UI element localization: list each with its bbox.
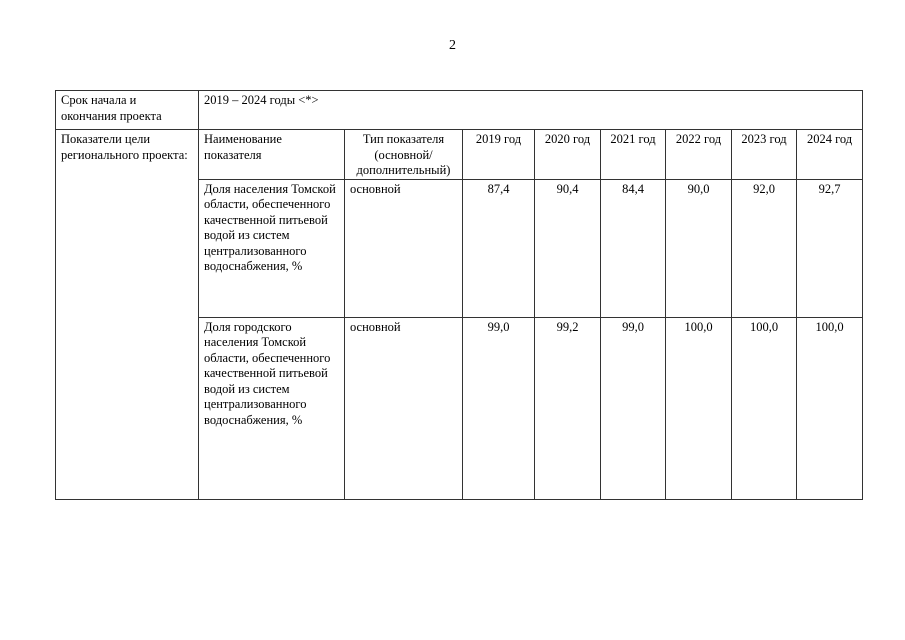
indicator-value-2019: 87,4 — [463, 179, 535, 317]
header-year-2022: 2022 год — [666, 130, 732, 180]
table-row-term — [56, 91, 863, 130]
term-label: Срок начала и окончания проекта — [56, 91, 199, 130]
indicator-name: Доля городского населения Томской области, обеспеченного качественной питьевой водой из систем централизованного водоснабжения, % — [199, 317, 345, 499]
header-year-2021: 2021 год — [601, 130, 666, 180]
indicators-label: Показатели цели регионального проекта: — [56, 130, 199, 500]
indicator-value-2021: 84,4 — [601, 179, 666, 317]
indicator-value-2021: 99,0 — [601, 317, 666, 499]
indicator-value-2020: 90,4 — [535, 179, 601, 317]
indicator-value-2019: 99,0 — [463, 317, 535, 499]
header-year-2024: 2024 год — [797, 130, 863, 180]
indicator-value-2020: 99,2 — [535, 317, 601, 499]
indicator-value-2024: 92,7 — [797, 179, 863, 317]
term-value: 2019 – 2024 годы <*> — [199, 91, 863, 130]
indicator-value-2024: 100,0 — [797, 317, 863, 499]
table-row-indicator-headers — [56, 130, 863, 180]
indicator-value-2022: 100,0 — [666, 317, 732, 499]
header-year-2019: 2019 год — [463, 130, 535, 180]
indicator-value-2023: 92,0 — [732, 179, 797, 317]
indicator-value-2022: 90,0 — [666, 179, 732, 317]
indicator-value-2023: 100,0 — [732, 317, 797, 499]
header-year-2023: 2023 год — [732, 130, 797, 180]
page-number: 2 — [449, 38, 456, 53]
header-name: Наименование показателя — [199, 130, 345, 180]
indicator-name: Доля населения Томской области, обеспеченного качественной питьевой водой из систем централизованного водоснабжения, % — [199, 179, 345, 317]
indicator-type: основной — [345, 179, 463, 317]
project-passport-table — [55, 90, 863, 500]
indicator-type: основной — [345, 317, 463, 499]
header-type: Тип показателя (основной/ дополнительный) — [345, 130, 463, 180]
header-year-2020: 2020 год — [535, 130, 601, 180]
